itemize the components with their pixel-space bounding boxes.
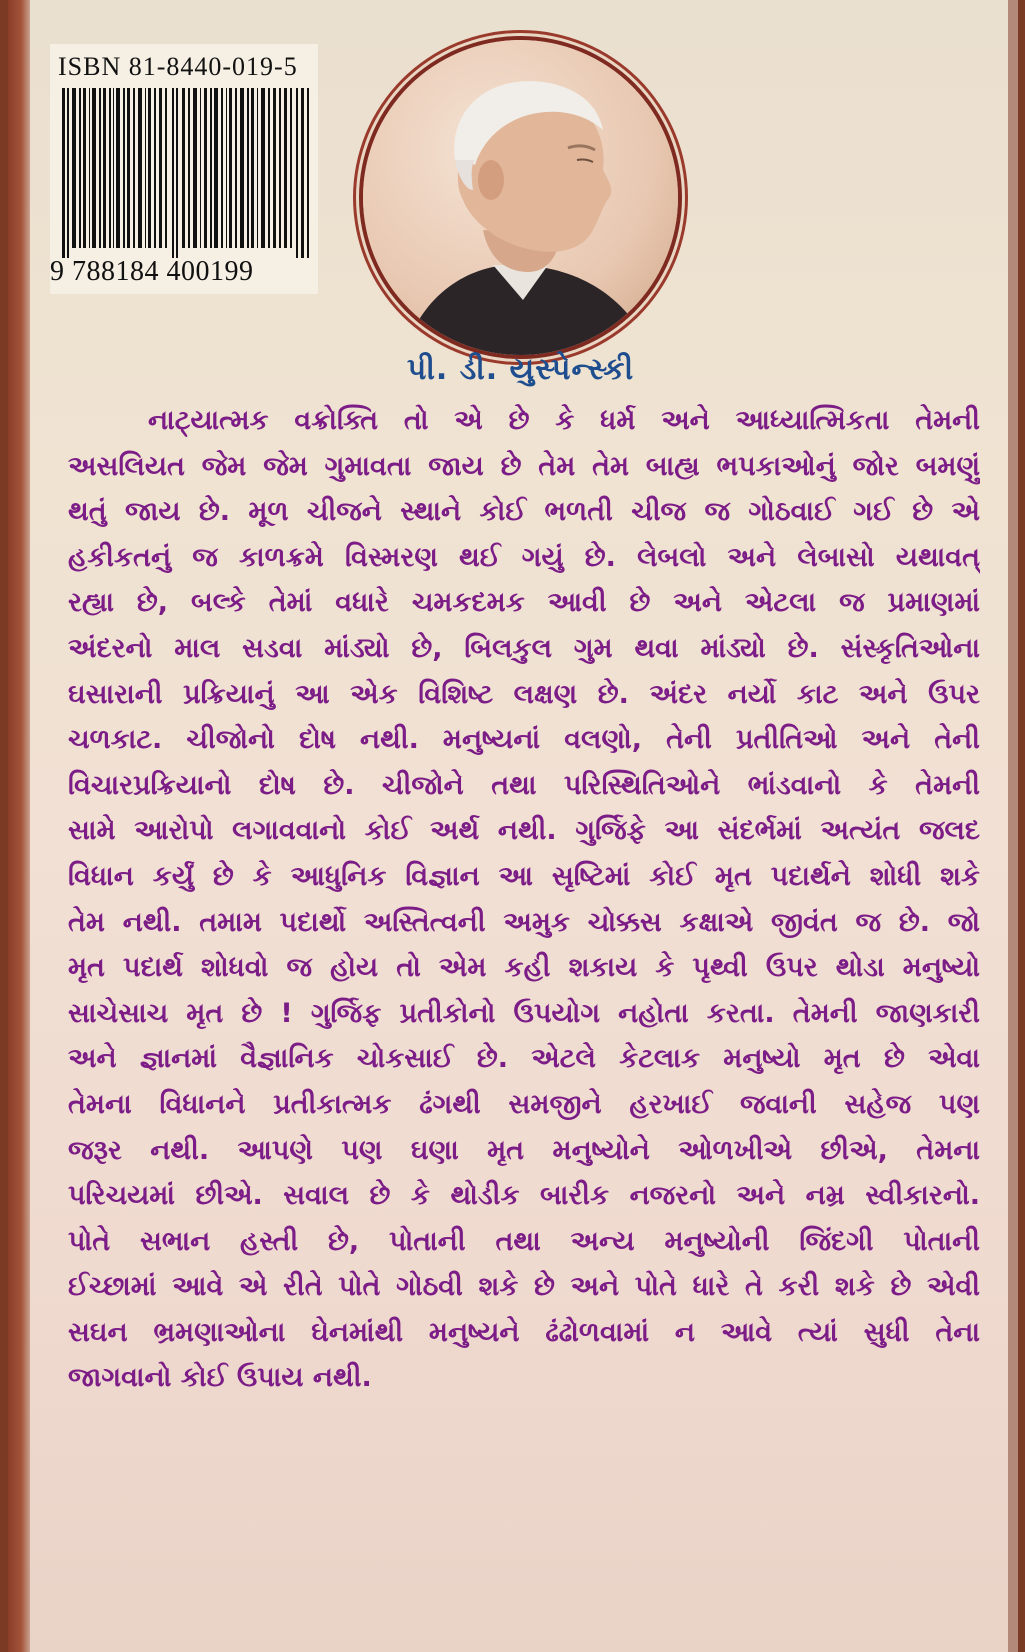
blurb-line: અંદરનો માલ સડવા માંડ્યો છે, બિલકુલ ગુમ થવા માંડ્યો છે. સંસ્કૃતિઓના <box>68 632 980 664</box>
barcode-number: 9 788184 400199 <box>50 256 254 287</box>
blurb-line: જાગવાનો કોઈ ઉપાય નથી. <box>68 1362 372 1394</box>
blurb-line: નાટ્યાત્મક વક્રોક્તિ તો એ છે કે ધર્મ અને આધ્યાત્મિકતા તેમની <box>148 405 980 436</box>
barcode-icon <box>62 88 312 258</box>
blurb-line: થતું જાય છે. મૂળ ચીજને સ્થાને કોઈ ભળતી ચીજ જ ગોઠવાઈ ગઈ છે એ <box>68 496 980 528</box>
blurb-text <box>68 398 980 1401</box>
blurb-line: તેમના વિધાનને પ્રતીકાત્મક ઢંગથી સમજીને હરખાઈ જવાની સહેજ પણ <box>68 1088 980 1120</box>
back-cover <box>8 0 1018 1652</box>
blurb-line: સઘન ભ્રમણાઓના ઘેનમાંથી મનુષ્યને ઢંઢોળવામાં ન આવે ત્યાં સુધી તેના <box>68 1316 980 1348</box>
blurb-line: પોતે સભાન હસ્તી છે, પોતાની તથા અન્ય મનુષ્યોની જિંદગી પોતાની <box>68 1225 980 1257</box>
blurb-line: સાચેસાચ મૃત છે ! ગુર્જિફ પ્રતીકોનો ઉપયોગ નહોતા કરતા. તેમની જાણકારી <box>68 997 980 1029</box>
isbn-label: ISBN 81-8440-019-5 <box>58 52 298 81</box>
blurb-line: ઈચ્છામાં આવે એ રીતે પોતે ગોઠવી શકે છે અને પોતે ધારે તે કરી શકે છે એવી <box>68 1271 980 1303</box>
blurb-line: મૃત પદાર્થ શોધવો જ હોય તો એમ કહી શકાય કે પૃથ્વી ઉપર થોડા મનુષ્યો <box>68 952 980 984</box>
blurb-line: રહ્યા છે, બલ્કે તેમાં વધારે ચમકદમક આવી છે અને એટલા જ પ્રમાણમાં <box>68 587 980 619</box>
blurb-line: અને જ્ઞાનમાં વૈજ્ઞાનિક ચોકસાઈ છે. એટલે કેટલાક મનુષ્યો મૃત છે એવા <box>68 1043 980 1075</box>
blurb-line: પરિચયમાં છીએ. સવાલ છે કે થોડીક બારીક નજરનો અને નમ્ર સ્વીકારનો. <box>68 1180 980 1212</box>
blurb-line: તેમ નથી. તમામ પદાર્થો અસ્તિત્વની અમુક ચોક્કસ કક્ષાએ જીવંત જ છે. જો <box>68 906 980 938</box>
blurb-line: અસલિયત જેમ જેમ ગુમાવતા જાય છે તેમ તેમ બાહ્ય ભપકાઓનું જોર બમણું <box>68 450 980 482</box>
author-name: પી. ડી. યુસ્પેન્સ્કી <box>406 352 635 387</box>
blurb-line: જરૂર નથી. આપણે પણ ઘણા મૃત મનુષ્યોને ઓળખીએ છીએ, તેમના <box>68 1134 980 1166</box>
blurb-line: હકીકતનું જ કાળક્રમે વિસ્મરણ થઈ ગયું છે. લેબલો અને લેબાસો યથાવત્ <box>68 541 980 573</box>
blurb-line: ચળકાટ. ચીજોનો દોષ નથી. મનુષ્યનાં વલણો, તેની પ્રતીતિઓ અને તેની <box>68 724 980 756</box>
blurb-line: સામે આરોપો લગાવવાનો કોઈ અર્થ નથી. ગુર્જિફે આ સંદર્ભમાં અત્યંત જલદ <box>68 815 980 847</box>
blurb-line: વિચારપ્રક્રિયાનો દોષ છે. ચીજોને તથા પરિસ્થિતિઓને ભાંડવાનો કે તેમની <box>68 769 980 801</box>
author-portrait-icon <box>363 40 678 355</box>
cover-spine-edge <box>8 0 30 1652</box>
cover-right-edge <box>1008 0 1018 1652</box>
isbn-barcode-block <box>50 44 318 294</box>
blurb-line: વિધાન કર્યું છે કે આધુનિક વિજ્ઞાન આ સૃષ્ટિમાં કોઈ મૃત પદાર્થને શોધી શકે <box>68 860 980 892</box>
blurb-line: ઘસારાની પ્રક્રિયાનું આ એક વિશિષ્ટ લક્ષણ છે. અંદર નર્યો કાટ અને ઉપર <box>68 678 980 710</box>
